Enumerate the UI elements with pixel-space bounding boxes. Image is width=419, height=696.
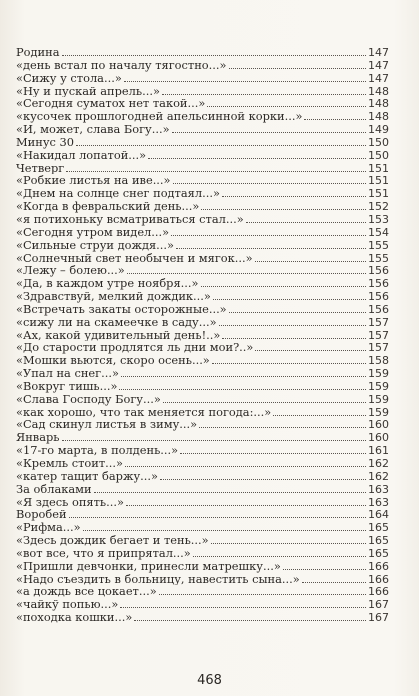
dot-leader (283, 569, 366, 570)
toc-entry-page: 148 (368, 84, 389, 98)
toc-entry-page: 167 (368, 611, 389, 625)
toc-entry-title: «сижу ли на скамеечке в саду...» (16, 315, 217, 329)
toc-entry-title: «Лежу – болею...» (16, 264, 125, 278)
toc-entry-title: «Днем на солнце снег подтаял...» (16, 187, 220, 201)
toc-entry (16, 341, 389, 354)
toc-entry-page: 150 (368, 148, 389, 162)
toc-entry (16, 239, 389, 252)
toc-entry-page: 164 (368, 508, 389, 522)
toc-entry (16, 59, 389, 72)
dot-leader (229, 68, 367, 69)
dot-leader (66, 171, 366, 172)
dot-leader (162, 94, 366, 95)
toc-entry (16, 406, 389, 419)
toc-entry-title: «Здравствуй, мелкий дождик...» (16, 290, 211, 303)
toc-entry-page: 151 (368, 187, 389, 201)
toc-entry-page: 150 (368, 135, 389, 149)
toc-entry-title: «Рифма...» (16, 521, 81, 535)
dot-leader (211, 543, 366, 544)
toc-entry (16, 534, 389, 547)
dot-leader (222, 196, 366, 197)
dot-leader (94, 492, 366, 493)
toc-entry-title: «день встал по началу тягостно...» (16, 58, 227, 72)
dot-leader (127, 273, 366, 274)
toc-entry-page: 157 (368, 315, 389, 329)
toc-entry-page: 152 (368, 200, 389, 214)
toc-entry-title: «вот все, что я припрятал...» (16, 546, 191, 560)
toc-entry-title: «Встречать закаты осторожные...» (16, 302, 227, 316)
dot-leader (173, 183, 366, 184)
toc-entry-page: 155 (368, 251, 389, 265)
toc-entry-title: «как хорошо, что так меняется погода:...» (16, 405, 272, 419)
dot-leader (76, 145, 366, 146)
dot-leader (159, 594, 366, 595)
toc-entry-page: 159 (368, 367, 389, 381)
toc-entry (16, 547, 389, 560)
toc-entry-title: «Пришли девчонки, принесли матрешку...» (16, 559, 281, 573)
toc-entry-page: 147 (368, 58, 389, 72)
toc-entry-title: «Надо съездить в больницу, навестить сына...» (16, 572, 300, 586)
toc-entry (16, 252, 389, 265)
toc-entry-title: «Упал на снег...» (16, 367, 119, 380)
toc-entry-title: За облаками (16, 482, 92, 496)
toc-entry-page: 163 (368, 495, 389, 509)
dot-leader (302, 582, 366, 583)
toc-entry-title: Четверг (16, 161, 65, 175)
toc-entry-title: «Робкие листья на иве...» (16, 174, 171, 188)
toc-entry-title: Минус 30 (16, 135, 75, 149)
dot-leader (229, 312, 366, 313)
toc-entry (16, 290, 389, 303)
toc-entry-page: 155 (368, 238, 389, 252)
toc-entry-page: 159 (368, 392, 389, 406)
toc-entry-title: «походка кошки...» (16, 611, 133, 624)
toc-entry-title: «Когда в февральский день...» (16, 200, 200, 213)
dot-leader (120, 607, 366, 608)
toc-entry-title: «Сильные струи дождя...» (16, 238, 175, 252)
toc-entry-title: «Сижу у стола...» (16, 71, 122, 85)
toc-entry-page: 160 (368, 418, 389, 432)
toc-entry-page: 166 (368, 572, 389, 586)
toc-entry-page: 165 (368, 521, 389, 535)
toc-entry (16, 483, 389, 496)
toc-entry (16, 277, 389, 290)
toc-entry (16, 521, 389, 534)
toc-entry-title: «Солнечный свет необычен и мягок...» (16, 251, 253, 265)
toc-entry-page: 160 (368, 431, 389, 445)
toc-entry-title: «И, может, слава Богу...» (16, 123, 170, 136)
toc-entry-title: Январь (16, 431, 60, 445)
toc-entry (16, 611, 389, 624)
toc-entry-page: 154 (368, 225, 389, 239)
dot-leader (304, 119, 366, 120)
toc-entry-title: «Слава Господу Богу...» (16, 392, 161, 406)
toc-entry-page: 156 (368, 290, 389, 304)
toc-entry (16, 431, 389, 444)
toc-entry-page: 151 (368, 174, 389, 188)
toc-entry-page: 151 (368, 161, 389, 175)
toc-entry-title: Родина (16, 46, 60, 59)
toc-entry-page: 162 (368, 457, 389, 470)
toc-entry-title: «Сад скинул листья в зиму...» (16, 418, 198, 432)
dot-leader (273, 415, 366, 416)
toc-entry (16, 470, 389, 483)
dot-leader (134, 620, 366, 621)
toc-entry (16, 213, 389, 226)
toc-entry-title: «Здесь дождик бегает и тень...» (16, 534, 209, 547)
dot-leader (207, 106, 366, 107)
dot-leader (246, 222, 366, 223)
toc-entry-title: «Ну и пускай апрель...» (16, 84, 160, 98)
dot-leader (62, 55, 366, 56)
toc-entry-page: 162 (368, 469, 389, 483)
toc-entry (16, 573, 389, 586)
toc-entry-title: «я потихоньку всматриваться стал...» (16, 212, 244, 226)
toc-entry (16, 444, 389, 457)
toc-entry (16, 560, 389, 573)
dot-leader (160, 479, 366, 480)
toc-entry-page: 163 (368, 482, 389, 496)
toc-entry-page: 159 (368, 379, 389, 393)
dot-leader (201, 286, 367, 287)
toc-entry (16, 264, 389, 277)
dot-leader (119, 389, 366, 390)
toc-entry-title: «чайкў попью...» (16, 598, 119, 612)
toc-entry-title: «Ах, какой удивительный день!..» (16, 328, 221, 342)
toc-entry-page: 157 (368, 328, 389, 342)
dot-leader (193, 556, 366, 557)
table-of-contents (16, 46, 389, 624)
toc-entry-title: «Вокруг тишь...» (16, 379, 118, 393)
toc-entry-title: «кусочек прошлогодней апельсинной корки...» (16, 110, 303, 124)
toc-entry (16, 367, 389, 380)
toc-entry (16, 496, 389, 509)
dot-leader (255, 350, 366, 351)
dot-leader (163, 402, 366, 403)
toc-entry (16, 85, 389, 98)
toc-entry (16, 123, 389, 136)
dot-leader (176, 248, 366, 249)
toc-entry (16, 187, 389, 200)
toc-entry (16, 354, 389, 367)
dot-leader (199, 427, 366, 428)
dot-leader (62, 440, 367, 441)
toc-entry-page: 156 (368, 302, 389, 316)
toc-entry-title: «Накидал лопатой...» (16, 148, 147, 162)
toc-entry (16, 380, 389, 393)
toc-entry (16, 316, 389, 329)
dot-leader (212, 363, 366, 364)
dot-leader (121, 376, 366, 377)
toc-entry-page: 156 (368, 277, 389, 291)
toc-entry-title: «Сегодня суматох нет такой...» (16, 97, 206, 111)
toc-entry-page: 158 (368, 354, 389, 368)
toc-entry-title: «Мошки вьются, скоро осень...» (16, 354, 210, 368)
toc-entry-page: 165 (368, 546, 389, 560)
toc-entry (16, 226, 389, 239)
toc-entry-page: 166 (368, 585, 389, 599)
toc-entry (16, 110, 389, 123)
dot-leader (148, 158, 366, 159)
toc-entry-title: «Кремль стоит...» (16, 457, 123, 470)
toc-entry (16, 598, 389, 611)
toc-entry (16, 136, 389, 149)
toc-entry (16, 418, 389, 431)
toc-entry-page: 148 (368, 97, 389, 111)
dot-leader (180, 453, 366, 454)
toc-entry-title: «Да, в каждом утре ноября...» (16, 277, 199, 291)
toc-entry (16, 200, 389, 213)
toc-entry-page: 167 (368, 598, 389, 612)
dot-leader (83, 530, 366, 531)
toc-entry-page: 147 (368, 46, 389, 59)
dot-leader (125, 466, 366, 467)
dot-leader (213, 299, 366, 300)
toc-entry-page: 156 (368, 264, 389, 278)
toc-entry (16, 457, 389, 470)
toc-entry-title: «катер тащит баржу...» (16, 469, 158, 483)
dot-leader (172, 132, 366, 133)
toc-entry-page: 161 (368, 444, 389, 458)
toc-entry-page: 153 (368, 212, 389, 226)
toc-entry-page: 147 (368, 71, 389, 85)
dot-leader (124, 81, 366, 82)
toc-entry-page: 149 (368, 123, 389, 137)
toc-entry (16, 508, 389, 521)
toc-entry-title: Воробей (16, 508, 67, 522)
toc-entry-page: 157 (368, 341, 389, 355)
toc-entry (16, 303, 389, 316)
toc-entry (16, 585, 389, 598)
dot-leader (255, 261, 366, 262)
toc-entry (16, 149, 389, 162)
toc-entry (16, 174, 389, 187)
dot-leader (219, 325, 366, 326)
page-number: 468 (197, 673, 222, 688)
toc-entry-title: «До старости продлятся ль дни мои?..» (16, 341, 254, 355)
toc-entry-page: 159 (368, 405, 389, 419)
toc-entry-title: «17-го марта, в полдень...» (16, 444, 179, 457)
dot-leader (69, 517, 366, 518)
dot-leader (126, 505, 366, 506)
dot-leader (222, 338, 366, 339)
toc-entry (16, 46, 389, 59)
toc-entry (16, 97, 389, 110)
toc-entry (16, 162, 389, 175)
toc-entry-page: 166 (368, 559, 389, 573)
toc-entry (16, 72, 389, 85)
toc-entry (16, 329, 389, 342)
toc-entry-title: «Сегодня утром видел...» (16, 225, 170, 239)
toc-entry-title: «Я здесь опять...» (16, 495, 124, 509)
toc-entry (16, 393, 389, 406)
dot-leader (201, 209, 366, 210)
dot-leader (171, 235, 366, 236)
toc-entry-page: 148 (368, 110, 389, 124)
toc-entry-title: «а дождь все цокает...» (16, 585, 157, 599)
toc-entry-page: 165 (368, 534, 389, 548)
